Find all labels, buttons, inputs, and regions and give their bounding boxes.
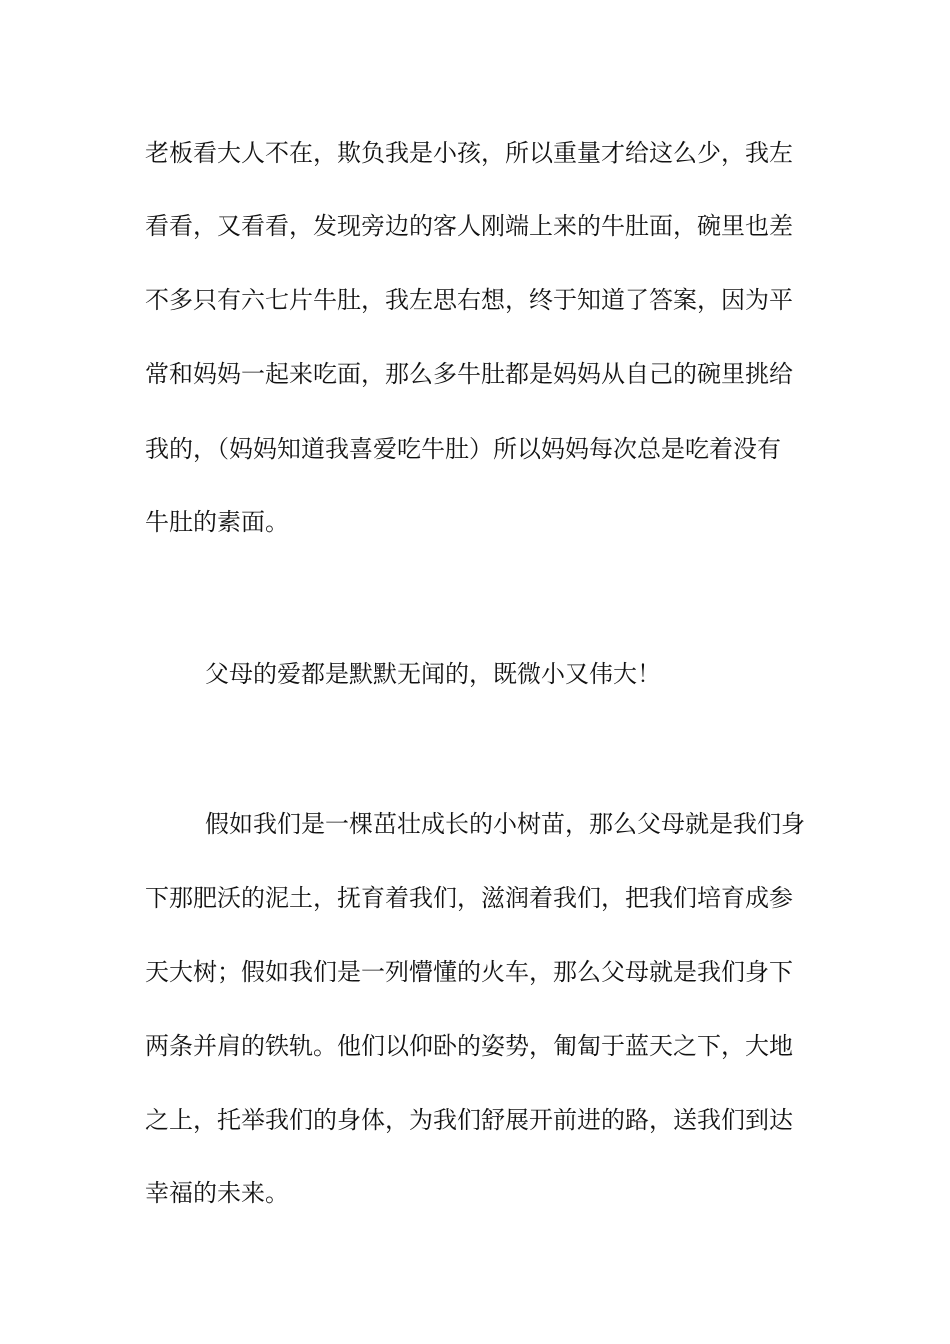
paragraph-3-line-2: 下那肥沃的泥土，抚育着我们，滋润着我们，把我们培育成参 (145, 884, 793, 912)
paragraph-3-line-4: 两条并肩的铁轨。他们以仰卧的姿势，匍匐于蓝天之下，大地 (145, 1032, 793, 1060)
paragraph-1-line-3: 不多只有六七片牛肚，我左思右想，终于知道了答案，因为平 (145, 286, 793, 314)
paragraph-1-line-2: 看看，又看看，发现旁边的客人刚端上来的牛肚面，碗里也差 (145, 212, 793, 240)
paragraph-3-line-1: 假如我们是一棵茁壮成长的小树苗，那么父母就是我们身 (205, 810, 805, 838)
paragraph-2-line-1: 父母的爱都是默默无闻的，既微小又伟大！ (205, 660, 661, 688)
paragraph-1-line-6: 牛肚的素面。 (145, 508, 289, 536)
paragraph-1-line-4: 常和妈妈一起来吃面，那么多牛肚都是妈妈从自己的碗里挑给 (145, 360, 793, 388)
paragraph-3-line-6: 幸福的未来。 (145, 1179, 289, 1207)
paragraph-1-line-5: 我的，（妈妈知道我喜爱吃牛肚）所以妈妈每次总是吃着没有 (145, 435, 781, 463)
paragraph-3-line-3: 天大树；假如我们是一列懵懂的火车，那么父母就是我们身下 (145, 958, 793, 986)
paragraph-1-line-1: 老板看大人不在，欺负我是小孩，所以重量才给这么少，我左 (145, 139, 793, 167)
paragraph-3-line-5: 之上，托举我们的身体，为我们舒展开前进的路，送我们到达 (145, 1106, 793, 1134)
